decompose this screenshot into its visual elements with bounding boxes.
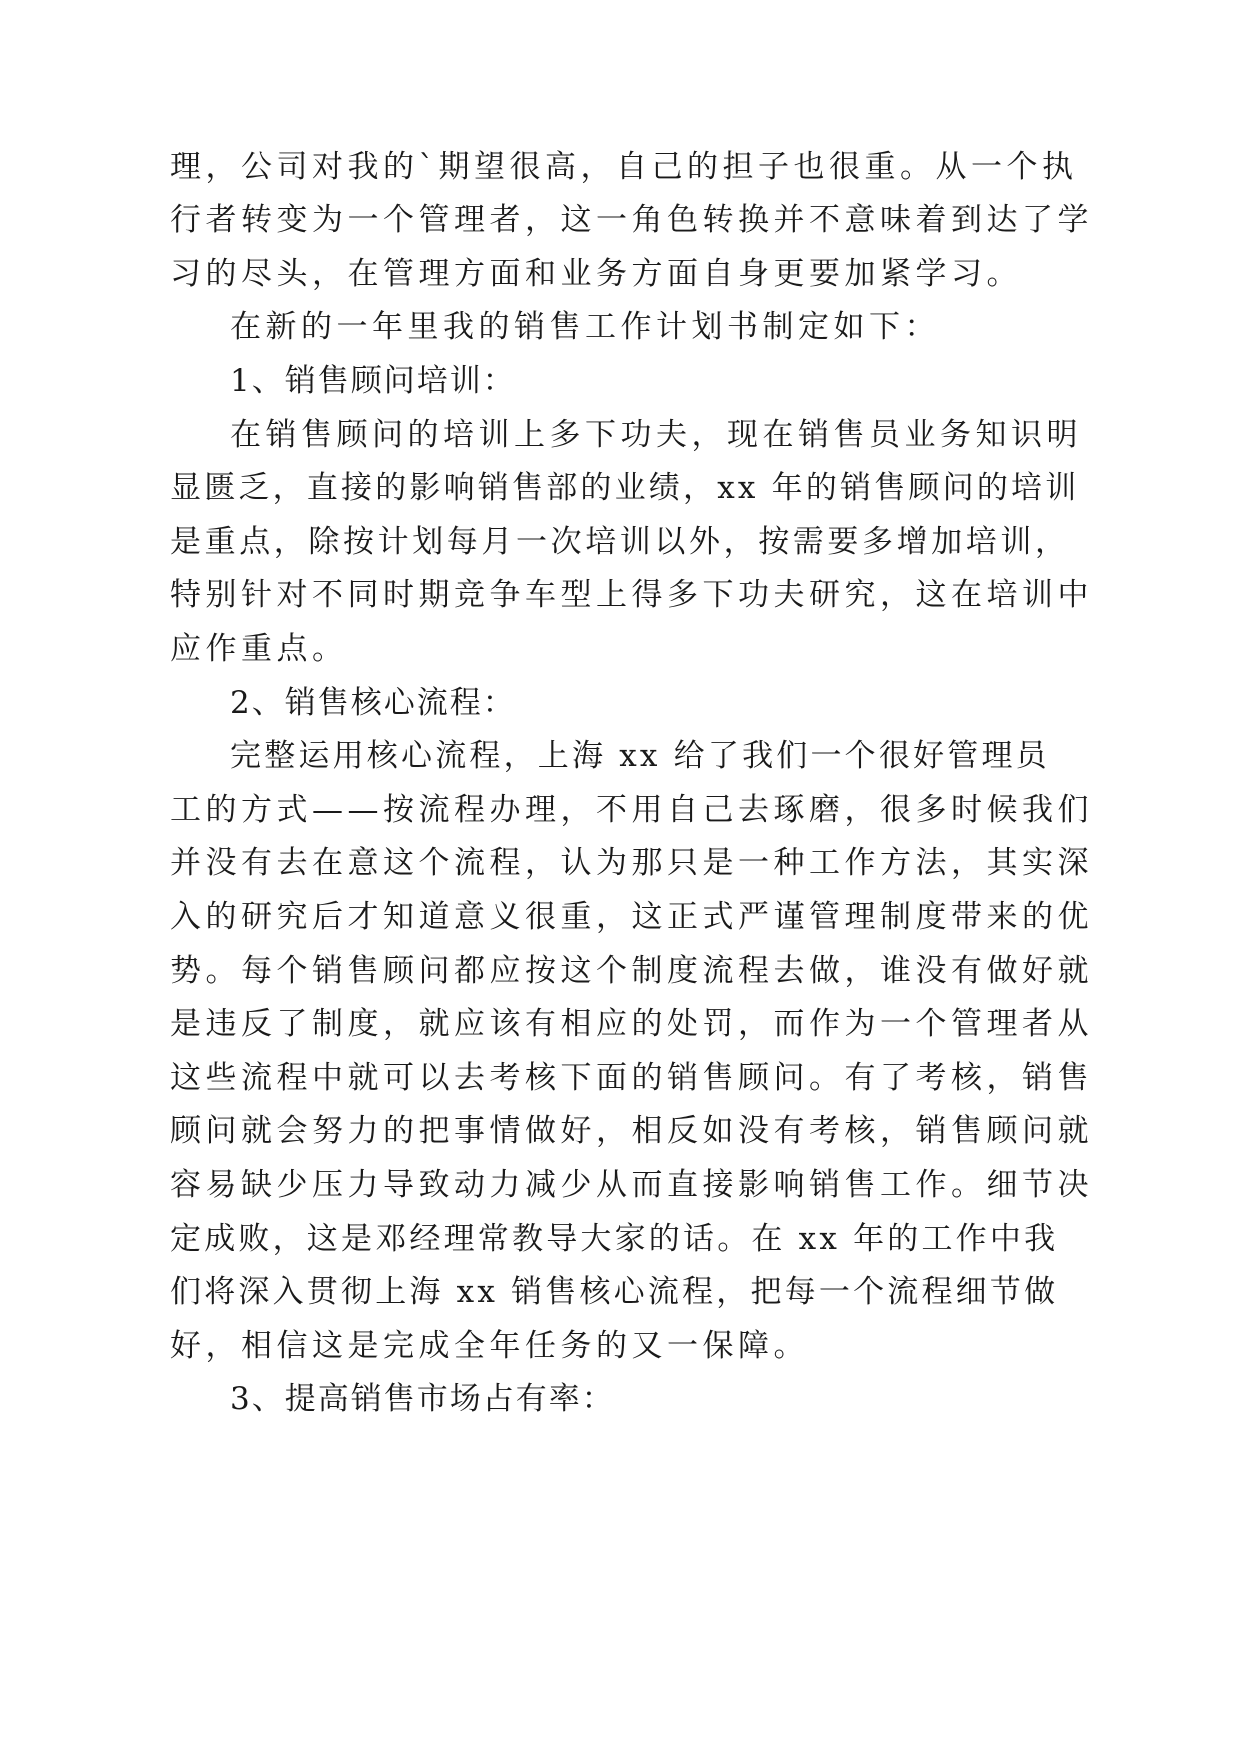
- body-text-line: 特别针对不同时期竞争车型上得多下功夫研究，这在培训中: [170, 577, 1093, 613]
- body-text-line: 习的尽头，在管理方面和业务方面自身更要加紧学习。: [170, 256, 1022, 292]
- body-text-line: 是违反了制度，就应该有相应的处罚，而作为一个管理者从: [170, 1006, 1093, 1042]
- body-text-line: 顾问就会努力的把事情做好，相反如没有考核，销售顾问就: [170, 1113, 1093, 1149]
- body-text-line: 完整运用核心流程，上海 xx 给了我们一个很好管理员: [230, 738, 1050, 774]
- section-heading-1: 1、销售顾问培训：: [230, 363, 516, 399]
- body-text-line: 们将深入贯彻上海 xx 销售核心流程，把每一个流程细节做: [170, 1274, 1059, 1310]
- body-text-line: 理，公司对我的`期望很高，自己的担子也很重。从一个执: [170, 149, 1078, 185]
- section-heading-3: 3、提高销售市场占有率：: [230, 1381, 615, 1417]
- body-text-line: 容易缺少压力导致动力减少从而直接影响销售工作。细节决: [170, 1167, 1093, 1203]
- body-text-line: 行者转变为一个管理者，这一角色转换并不意味着到达了学: [170, 202, 1093, 238]
- body-text-line: 在销售顾问的培训上多下功夫，现在销售员业务知识明: [230, 417, 1082, 453]
- body-text-line: 入的研究后才知道意义很重，这正式严谨管理制度带来的优: [170, 899, 1093, 935]
- body-text-line: 这些流程中就可以去考核下面的销售顾问。有了考核，销售: [170, 1060, 1093, 1096]
- body-text-line: 工的方式——按流程办理，不用自己去琢磨，很多时候我们: [170, 792, 1093, 828]
- body-text-line: 应作重点。: [170, 631, 348, 667]
- body-text-line: 好，相信这是完成全年任务的又一保障。: [170, 1328, 809, 1364]
- body-text-line: 是重点，除按计划每月一次培训以外，按需要多增加培训，: [170, 524, 1070, 560]
- body-text-line: 并没有去在意这个流程，认为那只是一种工作方法，其实深: [170, 845, 1093, 881]
- body-text-line: 显匮乏，直接的影响销售部的业绩，xx 年的销售顾问的培训: [170, 470, 1080, 506]
- section-heading-2: 2、销售核心流程：: [230, 685, 516, 721]
- body-text-line: 定成败，这是邓经理常教导大家的话。在 xx 年的工作中我: [170, 1221, 1059, 1257]
- body-text-line: 在新的一年里我的销售工作计划书制定如下：: [230, 309, 940, 345]
- body-text-line: 势。每个销售顾问都应按这个制度流程去做，谁没有做好就: [170, 953, 1093, 989]
